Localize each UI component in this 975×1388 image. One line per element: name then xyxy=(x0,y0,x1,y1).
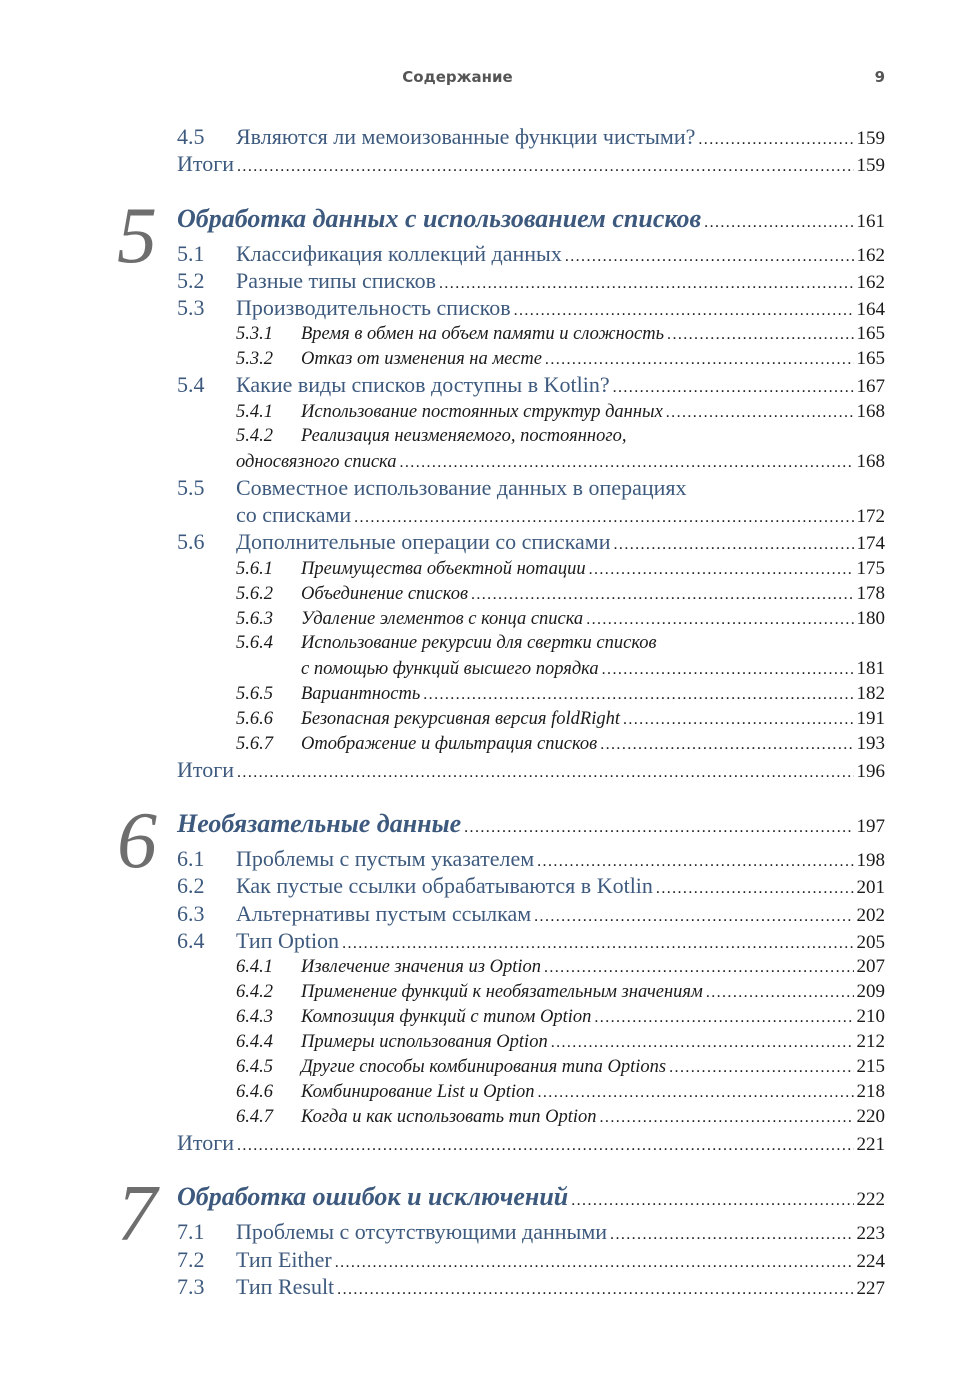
toc-entry[interactable] xyxy=(177,1273,885,1300)
chapter-number: 5 xyxy=(117,191,157,280)
entry-page-number: 168 xyxy=(856,400,885,422)
toc-entry[interactable] xyxy=(177,294,885,321)
entry-title-continuation: односвязного списка xyxy=(236,451,397,472)
entry-page-number: 175 xyxy=(856,557,885,579)
entry-page-number: 181 xyxy=(856,657,885,679)
toc-entry[interactable] xyxy=(177,371,885,398)
entry-page-number: 221 xyxy=(856,1134,885,1156)
dot-leader xyxy=(551,1030,854,1055)
dot-leader xyxy=(669,1055,853,1080)
entry-title: Применение функций к необязательным значениям xyxy=(301,982,703,1003)
entry-title: Удаление элементов с конца списка xyxy=(301,608,584,629)
toc-entry[interactable] xyxy=(177,528,885,555)
entry-number: 5.6.5 xyxy=(236,683,273,704)
entry-page-number: 198 xyxy=(856,849,885,871)
entry-number: 6.2 xyxy=(177,873,205,899)
entry-page-number: 159 xyxy=(856,155,885,177)
running-header-title: Содержание xyxy=(402,68,513,86)
entry-title: Обработка ошибок и исключений xyxy=(177,1182,569,1212)
toc-entry[interactable] xyxy=(177,581,885,606)
entry-title: Тип Either xyxy=(236,1246,332,1272)
entry-title: Извлечение значения из Option xyxy=(301,957,541,978)
toc-entry[interactable] xyxy=(177,1104,885,1129)
entry-page-number: 165 xyxy=(856,348,885,370)
toc-entry[interactable] xyxy=(177,954,885,979)
entry-number: 4.5 xyxy=(177,124,205,149)
entry-number: 7.2 xyxy=(177,1246,205,1272)
toc-entry[interactable] xyxy=(177,150,885,177)
entry-page-number: 162 xyxy=(856,271,885,293)
toc-entry[interactable] xyxy=(177,346,885,371)
toc-entry[interactable] xyxy=(177,606,885,631)
entry-page-number: 168 xyxy=(856,450,885,472)
toc-entry[interactable] xyxy=(177,123,885,150)
toc-entry[interactable] xyxy=(177,240,885,267)
entry-title: Тип Option xyxy=(236,927,340,953)
entry-page-number: 209 xyxy=(856,981,885,1003)
entry-number: 6.4.2 xyxy=(236,982,273,1003)
entry-number: 5.6.2 xyxy=(236,583,273,604)
entry-page-number: 220 xyxy=(856,1106,885,1128)
entry-page-number: 205 xyxy=(856,931,885,953)
dot-leader xyxy=(571,1184,853,1218)
entry-title: Преимущества объектной нотации xyxy=(301,558,586,579)
entry-number: 6.4.5 xyxy=(236,1057,273,1078)
entry-title: Объединение списков xyxy=(301,583,468,604)
dot-leader xyxy=(589,557,854,582)
dot-leader xyxy=(237,1132,853,1159)
dot-leader xyxy=(534,903,853,930)
entry-title: Тип Result xyxy=(236,1274,335,1300)
toc-entry[interactable] xyxy=(177,845,885,872)
toc-entry-continuation xyxy=(177,501,885,528)
toc-entry[interactable] xyxy=(177,631,885,656)
entry-title: Итоги xyxy=(177,756,235,782)
dot-leader xyxy=(537,848,853,875)
entry-page-number: 161 xyxy=(856,210,885,232)
dot-leader xyxy=(439,270,854,297)
dot-leader xyxy=(471,582,854,607)
entry-title: Отображение и фильтрация списков xyxy=(301,733,598,754)
toc-entry[interactable] xyxy=(177,756,885,783)
toc-entry[interactable] xyxy=(177,556,885,581)
dot-leader xyxy=(600,732,853,757)
dot-leader xyxy=(565,243,854,270)
entry-title: Являются ли мемоизованные функции чистыми? xyxy=(236,124,696,149)
entry-page-number: 162 xyxy=(856,244,885,266)
toc-entry[interactable] xyxy=(177,1218,885,1245)
toc-entry[interactable] xyxy=(177,706,885,731)
entry-number: 5.6 xyxy=(177,529,205,555)
entry-title: Отказ от изменения на месте xyxy=(301,349,542,370)
dot-leader xyxy=(586,607,853,632)
entry-number: 6.4.1 xyxy=(236,957,273,978)
dot-leader xyxy=(545,347,854,372)
entry-number: 5.4 xyxy=(177,372,205,398)
dot-leader xyxy=(600,1105,854,1130)
entry-number: 6.1 xyxy=(177,845,205,871)
toc-entry[interactable] xyxy=(177,1079,885,1104)
toc-entry[interactable] xyxy=(177,1129,885,1156)
entry-number: 7.1 xyxy=(177,1219,205,1245)
entry-number: 5.3 xyxy=(177,295,205,321)
entry-number: 5.3.2 xyxy=(236,349,273,370)
entry-number: 5.6.6 xyxy=(236,708,273,729)
entry-number: 6.4.4 xyxy=(236,1032,273,1053)
entry-page-number: 191 xyxy=(856,707,885,729)
entry-title: Разные типы списков xyxy=(236,267,436,293)
table-of-contents xyxy=(117,123,885,1300)
dot-leader xyxy=(706,980,854,1005)
entry-page-number: 159 xyxy=(856,128,885,149)
entry-page-number: 202 xyxy=(856,904,885,926)
toc-entry[interactable] xyxy=(177,474,885,501)
entry-page-number: 223 xyxy=(856,1223,885,1245)
entry-number: 5.6.3 xyxy=(236,608,273,629)
entry-page-number: 197 xyxy=(856,815,885,837)
toc-entry[interactable] xyxy=(177,321,885,346)
entry-title: Когда и как использовать тип Option xyxy=(301,1107,597,1128)
entry-page-number: 180 xyxy=(856,607,885,629)
entry-title: Вариантность xyxy=(301,683,421,704)
entry-number: 6.4.6 xyxy=(236,1082,273,1103)
entry-page-number: 227 xyxy=(856,1278,885,1300)
entry-page-number: 167 xyxy=(856,376,885,398)
dot-leader xyxy=(602,657,854,682)
dot-leader xyxy=(610,1221,853,1248)
entry-number: 6.4.3 xyxy=(236,1007,273,1028)
entry-page-number: 210 xyxy=(856,1006,885,1028)
entry-title: Примеры использования Option xyxy=(301,1032,548,1053)
toc-entry[interactable] xyxy=(177,1029,885,1054)
entry-title: Альтернативы пустым ссылкам xyxy=(236,900,532,926)
dot-leader xyxy=(544,955,854,980)
entry-title: Обработка данных с использованием списков xyxy=(177,203,702,233)
dot-leader xyxy=(666,400,854,425)
entry-number: 5.2 xyxy=(177,267,205,293)
entry-page-number: 207 xyxy=(856,956,885,978)
entry-page-number: 165 xyxy=(856,323,885,345)
dot-leader xyxy=(594,1005,853,1030)
entry-title: Классификация коллекций данных xyxy=(236,240,562,266)
entry-number: 5.6.7 xyxy=(236,733,273,754)
entry-number: 6.4.7 xyxy=(236,1107,273,1128)
entry-page-number: 172 xyxy=(856,506,885,528)
toc-entry[interactable] xyxy=(177,424,885,449)
entry-title: Итоги xyxy=(177,151,235,177)
entry-number: 5.6.4 xyxy=(236,632,273,653)
toc-entry[interactable] xyxy=(177,927,885,954)
entry-title: Использование рекурсии для свертки списков xyxy=(301,632,657,653)
entry-page-number: 222 xyxy=(856,1189,885,1211)
entry-page-number: 182 xyxy=(856,682,885,704)
entry-title: Как пустые ссылки обрабатываются в Kotlin xyxy=(236,873,653,899)
entry-page-number: 215 xyxy=(856,1056,885,1078)
dot-leader xyxy=(335,1249,854,1276)
dot-leader xyxy=(667,322,853,347)
toc-entry[interactable] xyxy=(177,900,885,927)
entry-page-number: 196 xyxy=(856,760,885,782)
chapter-number: 6 xyxy=(117,796,157,885)
entry-number: 5.4.2 xyxy=(236,425,273,446)
toc-entry[interactable] xyxy=(177,1004,885,1029)
entry-title: Другие способы комбинирования типа Options xyxy=(301,1057,667,1078)
entry-page-number: 164 xyxy=(856,299,885,321)
entry-title: Время в обмен на объем памяти и сложность xyxy=(301,324,665,345)
entry-number: 5.1 xyxy=(177,240,205,266)
entry-number: 6.4 xyxy=(177,927,205,953)
toc-entry[interactable] xyxy=(177,267,885,294)
entry-page-number: 224 xyxy=(856,1250,885,1272)
entry-title: Безопасная рекурсивная версия foldRight xyxy=(301,708,620,729)
dot-leader xyxy=(337,1276,853,1303)
entry-page-number: 178 xyxy=(856,582,885,604)
dot-leader xyxy=(237,759,853,786)
dot-leader xyxy=(614,531,854,558)
toc-entry[interactable] xyxy=(177,731,885,756)
entry-title: Совместное использование данных в операциях xyxy=(236,474,687,500)
toc-entry[interactable] xyxy=(177,979,885,1004)
dot-leader xyxy=(698,126,853,153)
entry-title: Дополнительные операции со списками xyxy=(236,529,611,555)
page-number: 9 xyxy=(874,68,885,86)
entry-number: 5.3.1 xyxy=(236,324,273,345)
entry-title-continuation: с помощью функций высшего порядка xyxy=(301,658,599,679)
entry-page-number: 193 xyxy=(856,732,885,754)
toc-entry-continuation xyxy=(177,656,885,681)
dot-leader xyxy=(656,875,854,902)
entry-number: 6.3 xyxy=(177,900,205,926)
dot-leader xyxy=(538,1080,854,1105)
entry-title: Производительность списков xyxy=(236,295,511,321)
dot-leader xyxy=(704,206,853,240)
dot-leader xyxy=(464,811,853,845)
chapter-number: 7 xyxy=(117,1170,157,1259)
entry-number: 7.3 xyxy=(177,1274,205,1300)
dot-leader xyxy=(400,450,854,475)
toc-entry[interactable] xyxy=(177,399,885,424)
entry-number: 5.6.1 xyxy=(236,558,273,579)
entry-page-number: 212 xyxy=(856,1031,885,1053)
entry-title: Использование постоянных структур данных xyxy=(301,401,663,422)
entry-title: Композиция функций с типом Option xyxy=(301,1007,592,1028)
entry-number: 5.4.1 xyxy=(236,401,273,422)
toc-entry[interactable] xyxy=(177,1246,885,1273)
dot-leader xyxy=(514,297,854,324)
toc-entry-continuation xyxy=(177,449,885,474)
dot-leader xyxy=(423,682,853,707)
entry-title: Реализация неизменяемого, постоянного, xyxy=(301,425,627,446)
dot-leader xyxy=(623,707,854,732)
toc-entry[interactable] xyxy=(177,872,885,899)
entry-page-number: 201 xyxy=(856,877,885,899)
dot-leader xyxy=(354,504,853,531)
entry-title: Итоги xyxy=(177,1130,235,1156)
entry-title: Проблемы с отсутствующими данными xyxy=(236,1219,608,1245)
entry-number: 5.5 xyxy=(177,474,205,500)
dot-leader xyxy=(342,930,853,957)
dot-leader xyxy=(237,153,853,180)
dot-leader xyxy=(613,374,854,401)
entry-page-number: 218 xyxy=(856,1081,885,1103)
entry-title: Какие виды списков доступны в Kotlin? xyxy=(236,372,610,398)
entry-title: Комбинирование List и Option xyxy=(301,1082,535,1103)
toc-entry[interactable] xyxy=(177,1054,885,1079)
entry-title-continuation: со списками xyxy=(236,502,352,528)
entry-page-number: 174 xyxy=(856,533,885,555)
entry-title: Проблемы с пустым указателем xyxy=(236,845,535,871)
entry-title: Необязательные данные xyxy=(177,808,462,838)
toc-entry[interactable] xyxy=(177,681,885,706)
